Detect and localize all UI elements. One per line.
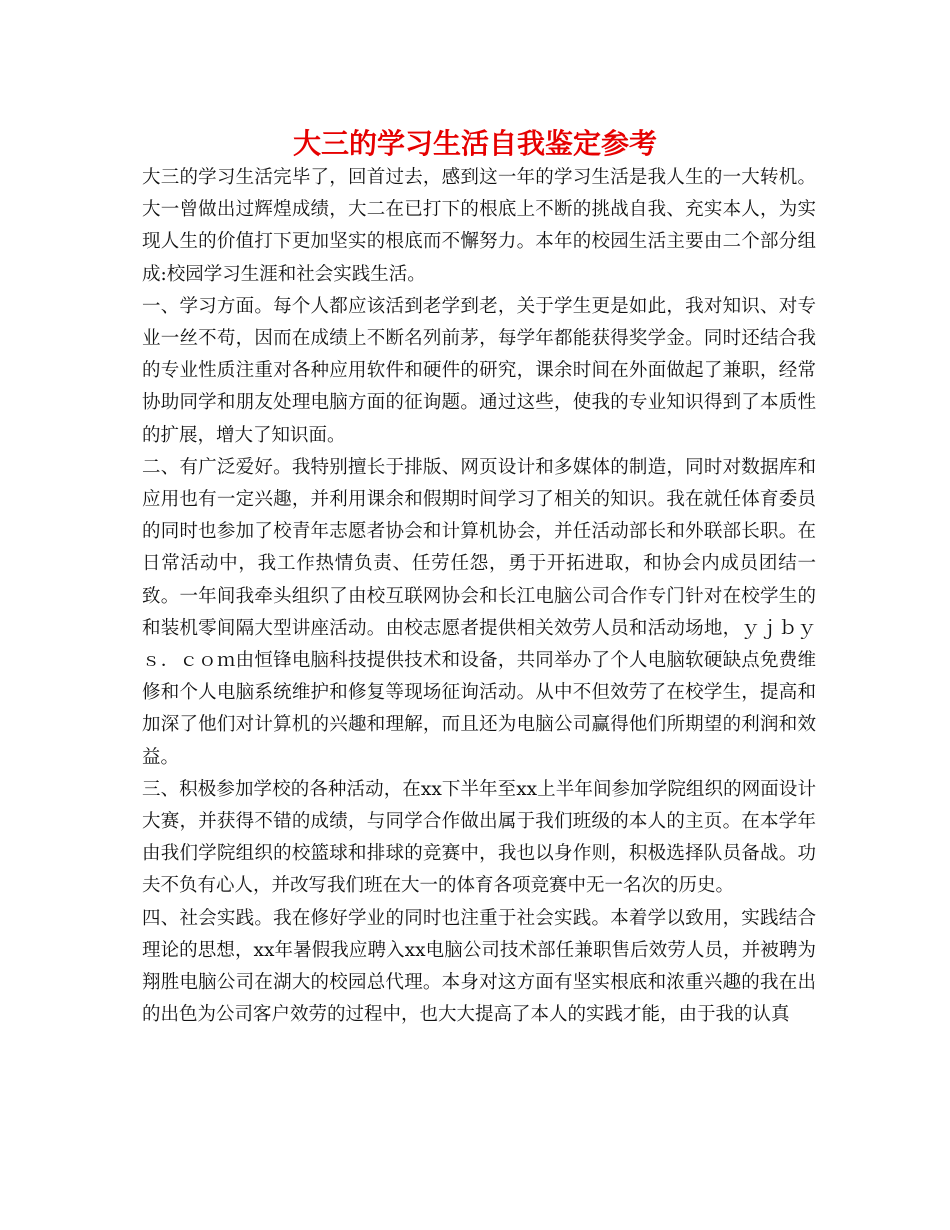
hobbies-paragraph: 二、有广泛爱好。我特别擅长于排版、网页设计和多媒体的制造，同时对数据库和应用也有一定兴趣，并利用课余和假期时间学习了相关的知识。我在就任体育委员的同时也参加了校青年志愿者协会和计算机协会，并任活动部长和外联部长职。在日常活动中，我工作热情负责、任劳任怨，勇于开拓进取，和协会内成员团结一致。一年间我牵头组织了由校互联网协会和长江电脑公司合作专门针对在校学生的和装机零间隔大型讲座活动。由校志愿者提供相关效劳人员和活动场地，ｙｊｂｙｓ．ｃｏｍ由恒锋电脑科技提供技术和设备，共同举办了个人电脑软硬缺点免费维修和个人电脑系统维护和修复等现场征询活动。从中不但效劳了在校学生，提高和加深了他们对计算机的兴趣和理解，而且还为电脑公司赢得他们所期望的利润和效益。 [142, 456, 816, 768]
study-paragraph: 一、学习方面。每个人都应该活到老学到老，关于学生更是如此，我对知识、对专业一丝不苟，因而在成绩上不断名列前茅，每学年都能获得奖学金。同时还结合我的专业性质注重对各种应用软件和硬件的研究，课余时间在外面做起了兼职，经常协助同学和朋友处理电脑方面的征询题。通过这些，使我的专业知识得到了本质性的扩展，增大了知识面。 [142, 295, 816, 446]
document-body [142, 162, 816, 1031]
document-title: 大三的学习生活自我鉴定参考 [292, 127, 657, 160]
activities-paragraph: 三、积极参加学校的各种活动，在xx下半年至xx上半年间参加学院组织的网面设计大赛，并获得不错的成绩，与同学合作做出属于我们班级的本人的主页。在本学年由我们学院组织的校篮球和排球的竞赛中，我也以身作则，积极选择队员备战。功夫不负有心人，并改写我们班在大一的体育各项竞赛中无一名次的历史。 [142, 778, 816, 897]
practice-paragraph: 四、社会实践。我在修好学业的同时也注重于社会实践。本着学以致用，实践结合理论的思想，xx年暑假我应聘入xx电脑公司技术部任兼职售后效劳人员，并被聘为翔胜电脑公司在湖大的校园总代理。本身对这方面有坚实根底和浓重兴趣的我在出的出色为公司客户效劳的过程中，也大大提高了本人的实践才能，由于我的认真 [142, 907, 816, 1026]
intro-paragraph: 大三的学习生活完毕了，回首过去，感到这一年的学习生活是我人生的一大转机。大一曾做出过辉煌成绩，大二在已打下的根底上不断的挑战自我、充实本人，为实现人生的价值打下更加坚实的根底而不懈努力。本年的校园生活主要由二个部分组成:校园学习生涯和社会实践生活。 [142, 167, 816, 285]
